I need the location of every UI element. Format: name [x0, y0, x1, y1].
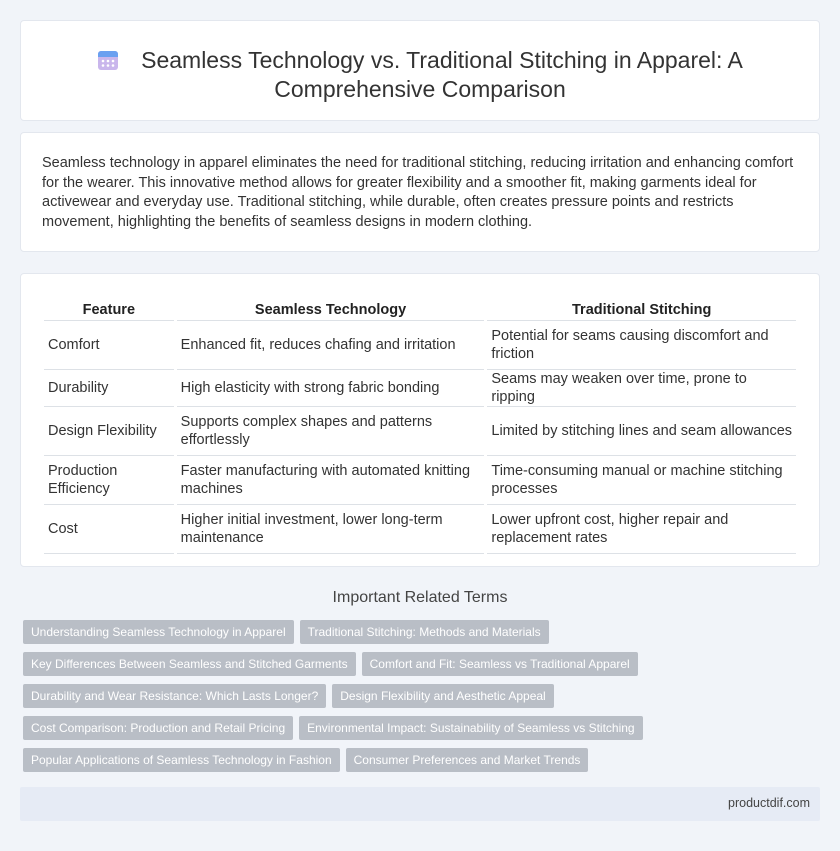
header-traditional: Traditional Stitching	[487, 297, 796, 321]
related-terms-list	[23, 620, 803, 780]
header-seamless: Seamless Technology	[177, 297, 485, 321]
tag-row	[23, 620, 803, 652]
related-term-tag[interactable]: Traditional Stitching: Methods and Materials	[300, 620, 549, 644]
footer	[20, 787, 820, 821]
related-term-tag[interactable]: Consumer Preferences and Market Trends	[346, 748, 589, 772]
table-cell: Time-consuming manual or machine stitching processes	[487, 456, 796, 505]
table-cell: Production Efficiency	[44, 456, 174, 505]
table-cell: Design Flexibility	[44, 407, 174, 456]
related-term-tag[interactable]: Key Differences Between Seamless and Stitched Garments	[23, 652, 356, 676]
table-cell: Seams may weaken over time, prone to ripping	[487, 370, 796, 407]
related-term-tag[interactable]: Comfort and Fit: Seamless vs Traditional Apparel	[362, 652, 638, 676]
table-row	[44, 456, 796, 505]
related-term-tag[interactable]: Popular Applications of Seamless Technology in Fashion	[23, 748, 340, 772]
table-row	[44, 321, 796, 370]
table-row	[44, 505, 796, 554]
tag-row	[23, 716, 803, 748]
related-term-tag[interactable]: Environmental Impact: Sustainability of Seamless vs Stitching	[299, 716, 642, 740]
table-cell: Durability	[44, 370, 174, 407]
page-title: Seamless Technology vs. Traditional Stitching in Apparel: A Comprehensive Comparison	[141, 47, 743, 102]
table-cell: Higher initial investment, lower long-term maintenance	[177, 505, 485, 554]
table-cell: Potential for seams causing discomfort and friction	[487, 321, 796, 370]
table-row	[44, 370, 796, 407]
table-cell: Lower upfront cost, higher repair and replacement rates	[487, 505, 796, 554]
table-cell: Cost	[44, 505, 174, 554]
intro-card	[20, 132, 820, 252]
calendar-icon	[97, 49, 119, 71]
table-cell: Enhanced fit, reduces chafing and irritation	[177, 321, 485, 370]
related-term-tag[interactable]: Durability and Wear Resistance: Which Lasts Longer?	[23, 684, 326, 708]
footer-site-name: productdif.com	[728, 796, 810, 810]
related-terms-title: Important Related Terms	[332, 589, 508, 606]
table-row	[44, 407, 796, 456]
table-cell: Faster manufacturing with automated knitting machines	[177, 456, 485, 505]
comparison-table-card	[20, 273, 820, 567]
related-term-tag[interactable]: Design Flexibility and Aesthetic Appeal	[332, 684, 553, 708]
comparison-table	[41, 297, 799, 554]
tag-row	[23, 652, 803, 684]
header-feature: Feature	[44, 297, 174, 321]
page-title-wrap	[21, 46, 819, 104]
table-cell: Comfort	[44, 321, 174, 370]
header-card	[20, 20, 820, 121]
table-cell: High elasticity with strong fabric bonding	[177, 370, 485, 407]
intro-paragraph: Seamless technology in apparel eliminates the need for traditional stitching, reducing irritation and enhancing comfort for the wearer. This innovative method allows for greater flexibility and a smoother fit, making garments ideal for activewear and everyday use. Traditional stitching, while durable, often creates pressure points and restricts movement, highlighting the benefits of seamless designs in modern clothing.	[42, 155, 794, 230]
table-header-row	[44, 297, 796, 321]
table-cell: Supports complex shapes and patterns effortlessly	[177, 407, 485, 456]
table-cell: Limited by stitching lines and seam allowances	[487, 407, 796, 456]
related-term-tag[interactable]: Cost Comparison: Production and Retail Pricing	[23, 716, 293, 740]
related-term-tag[interactable]: Understanding Seamless Technology in Apparel	[23, 620, 294, 644]
tag-row	[23, 684, 803, 716]
tag-row	[23, 748, 803, 780]
